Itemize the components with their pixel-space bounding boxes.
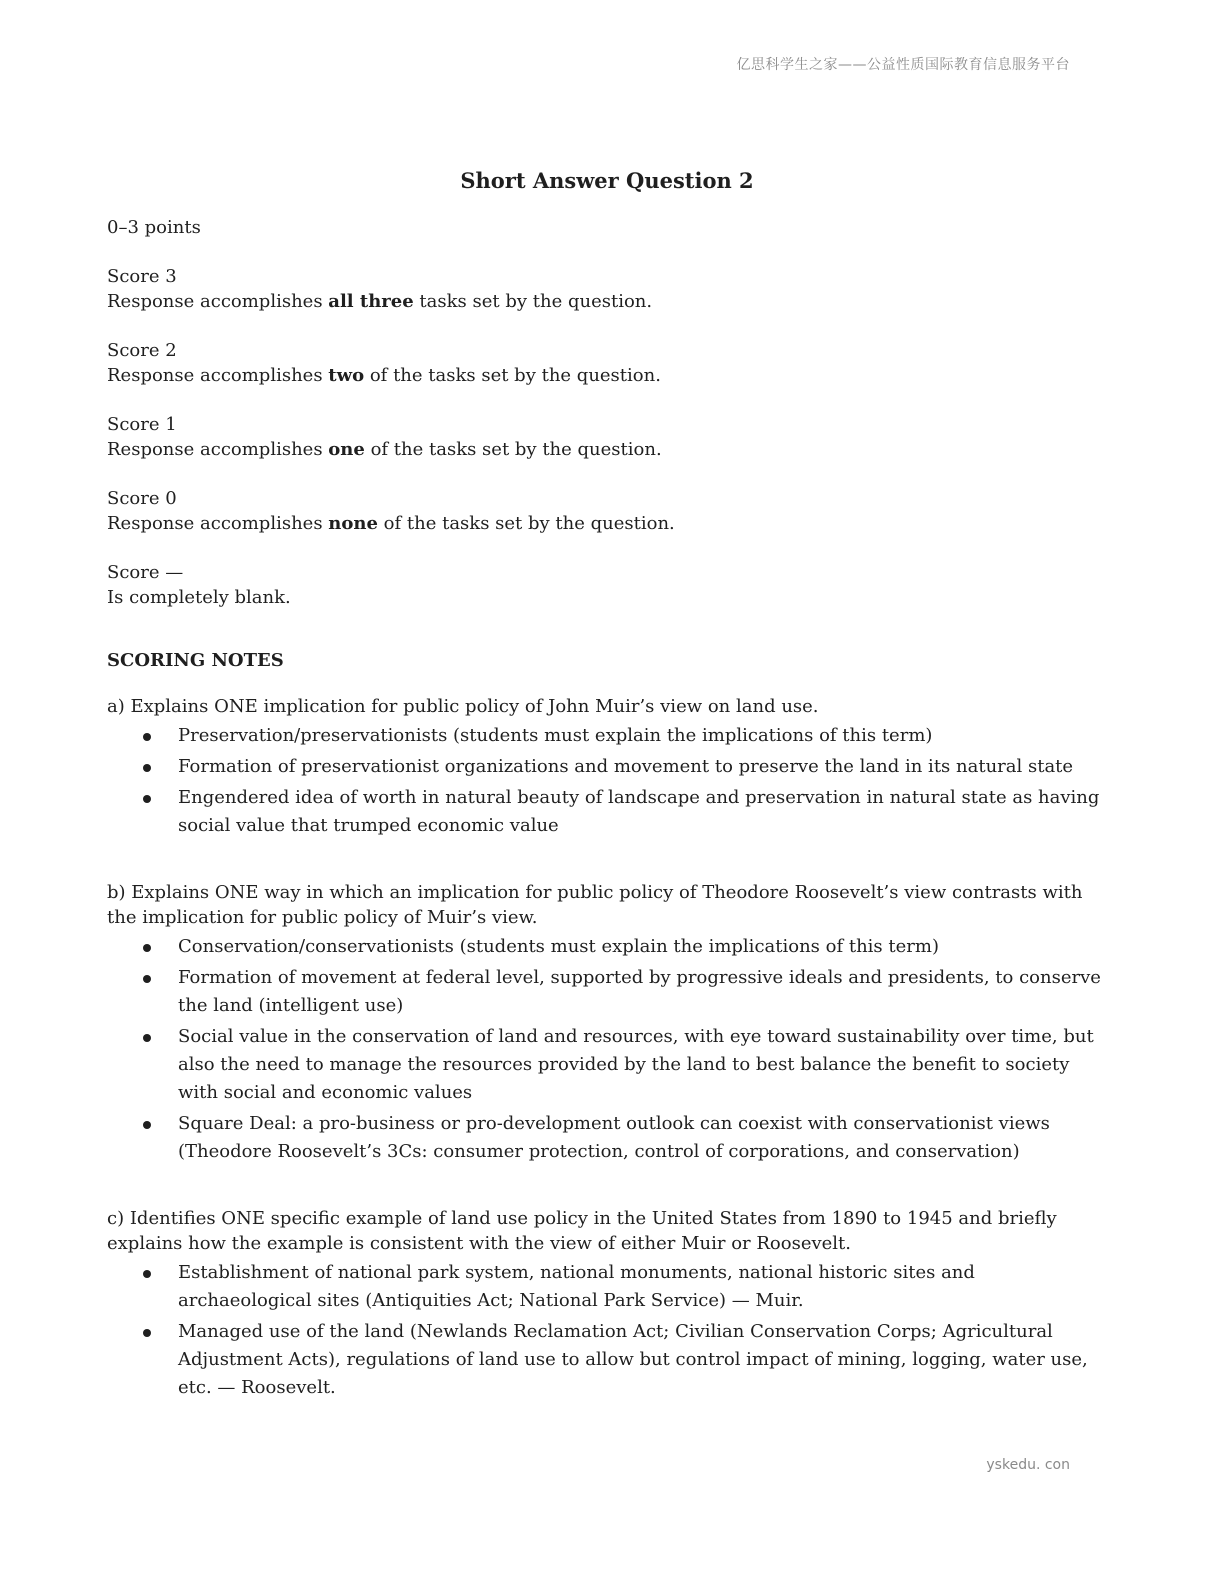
score-text: Is completely blank. <box>107 587 291 608</box>
bullet-icon <box>143 1034 151 1042</box>
bullet-icon <box>143 975 151 983</box>
list-item <box>107 722 1107 750</box>
score-text: Response accomplishes <box>107 291 329 312</box>
bullet-icon <box>143 733 151 741</box>
list-item <box>107 1259 1107 1315</box>
bullet-icon <box>143 1329 151 1337</box>
score-text: of the tasks set by the question. <box>364 365 661 386</box>
score-label: Score — <box>107 562 184 583</box>
score-description <box>107 289 1107 314</box>
bullet-list <box>107 933 1107 1166</box>
list-item <box>107 964 1107 1020</box>
score-label: Score 2 <box>107 340 177 361</box>
bullet-list <box>107 722 1107 840</box>
score-item <box>107 412 1107 462</box>
header-watermark: 亿思科学生之家——公益性质国际教育信息服务平台 <box>736 57 1070 73</box>
list-item <box>107 1023 1107 1107</box>
scoring-part-c <box>107 1206 1107 1402</box>
footer-watermark: yskedu. con <box>986 1457 1070 1473</box>
score-text: of the tasks set by the question. <box>377 513 675 534</box>
score-description <box>107 437 1107 462</box>
score-list <box>107 264 1107 610</box>
bullet-text: Engendered idea of worth in natural beauty of landscape and preservation in natural state as having social value that trumped economic value <box>178 787 1100 836</box>
list-item <box>107 1110 1107 1166</box>
part-intro: c) Identifies ONE specific example of land use policy in the United States from 1890 to 1945 and briefly explains how the example is consistent with the view of either Muir or Roosevelt. <box>107 1208 1057 1254</box>
list-item <box>107 753 1107 781</box>
bullet-text: Square Deal: a pro-business or pro-development outlook can coexist with conservationist views (Theodore Roosevelt’s 3Cs: consumer protection, control of corporations, and conservation) <box>178 1113 1050 1162</box>
document-body <box>107 168 1107 1442</box>
list-item <box>107 1318 1107 1402</box>
score-text: Response accomplishes <box>107 439 329 460</box>
list-item <box>107 784 1107 840</box>
score-description <box>107 511 1107 536</box>
bullet-icon <box>143 764 151 772</box>
score-item <box>107 560 1107 610</box>
bullet-icon <box>143 1121 151 1129</box>
score-description <box>107 363 1107 388</box>
score-text: tasks set by the question. <box>413 291 653 312</box>
scoring-notes-heading: SCORING NOTES <box>107 650 284 671</box>
bullet-list <box>107 1259 1107 1402</box>
score-emphasis: one <box>328 439 365 460</box>
bullet-text: Managed use of the land (Newlands Reclamation Act; Civilian Conservation Corps; Agricultural Adjustment Acts), regulations of land use to allow but control impact of mining, logging, water use, etc. — Roosevelt. <box>178 1321 1088 1398</box>
score-label: Score 0 <box>107 488 177 509</box>
score-text: Response accomplishes <box>107 365 329 386</box>
scoring-part-a <box>107 694 1107 840</box>
score-description <box>107 585 1107 610</box>
list-item <box>107 933 1107 961</box>
score-item <box>107 486 1107 536</box>
score-item <box>107 264 1107 314</box>
part-intro: a) Explains ONE implication for public policy of John Muir’s view on land use. <box>107 696 819 717</box>
bullet-text: Formation of movement at federal level, supported by progressive ideals and presidents, to conserve the land (intelligent use) <box>178 967 1101 1016</box>
bullet-text: Preservation/preservationists (students must explain the implications of this term) <box>178 725 933 746</box>
score-text: Response accomplishes <box>107 513 329 534</box>
points-range: 0–3 points <box>107 217 201 238</box>
score-item <box>107 338 1107 388</box>
score-emphasis: all three <box>328 291 414 312</box>
bullet-text: Establishment of national park system, national monuments, national historic sites and archaeological sites (Antiquities Act; National Park Service) — Muir. <box>178 1262 975 1311</box>
bullet-icon <box>143 944 151 952</box>
score-label: Score 1 <box>107 414 177 435</box>
page-title: Short Answer Question 2 <box>460 168 754 193</box>
score-emphasis: two <box>328 365 365 386</box>
bullet-icon <box>143 795 151 803</box>
score-text: of the tasks set by the question. <box>364 439 662 460</box>
bullet-icon <box>143 1270 151 1278</box>
part-intro: b) Explains ONE way in which an implication for public policy of Theodore Roosevelt’s view contrasts with the implication for public policy of Muir’s view. <box>107 882 1083 928</box>
score-emphasis: none <box>328 513 378 534</box>
score-label: Score 3 <box>107 266 177 287</box>
scoring-part-b <box>107 880 1107 1166</box>
bullet-text: Conservation/conservationists (students must explain the implications of this term) <box>178 936 939 957</box>
bullet-text: Formation of preservationist organizations and movement to preserve the land in its natural state <box>178 756 1074 777</box>
bullet-text: Social value in the conservation of land and resources, with eye toward sustainability over time, but also the need to manage the resources provided by the land to best balance the benefit to society with social and economic values <box>178 1026 1094 1103</box>
